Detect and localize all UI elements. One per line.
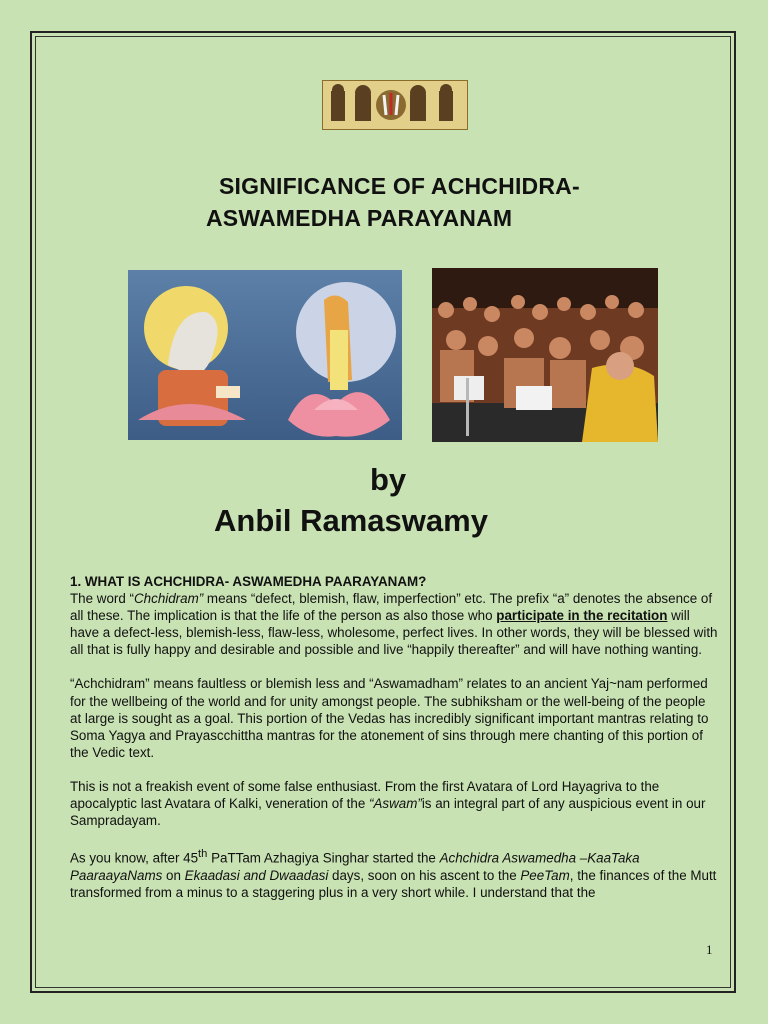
p1-text-b: means “defect, blemish, flaw, imperfection” etc. The prefix “a” denotes the absence of all these. The implication is that the life of the person as also those who xyxy=(70,591,713,624)
p4-italic-1: Achchidra Aswamedha –KaaTaka PaaraayaNams xyxy=(70,850,640,883)
author-name: Anbil Ramaswamy xyxy=(214,503,488,538)
paragraph-1 xyxy=(70,573,720,658)
byline-by: by xyxy=(370,462,407,497)
p4-italic-3: PeeTam xyxy=(520,867,570,883)
title-line-2: ASWAMEDHA PARAYANAM xyxy=(206,205,513,231)
p4-text-a: As you know, after 45 xyxy=(70,850,199,866)
p4-italic-2: Ekaadasi and Dwaadasi xyxy=(184,867,329,883)
participate-link[interactable]: participate in the recitation xyxy=(496,608,668,624)
sampradaya-emblem-image xyxy=(322,80,468,130)
paragraph-2: “Achchidram” means faultless or blemish less and “Aswamadham” relates to an ancient Yaj~nam performed for the wellbeing of the world and for unity amongst people. The subhiksham or the well-being of the people at large is sought as a goal. This portion of the Vedas has incredibly significant important mantras relating to Soma Yagya and Prayascchittha mantras for the atonement of sins through mere chanting of this portion of the Vedic text. xyxy=(70,676,709,760)
p3-italic-aswam: “Aswam” xyxy=(369,796,422,812)
p1-text-c: will have a defect-less, blemish-less, flaw-less, wholesome, perfect lives. In other words, they will be blessed with all that is fully happy and desirable and possible and live “happily thereafter” and will have nothing wanting. xyxy=(70,608,718,658)
paragraph-4 xyxy=(70,846,720,901)
p3-text-b: is an integral part of any auspicious event in our Sampradayam. xyxy=(70,796,706,829)
p4-text-d: days, soon on his ascent to the xyxy=(328,867,521,883)
hayagriva-painting-image xyxy=(128,270,402,440)
p1-italic-chchidram: Chchidram” xyxy=(134,591,204,607)
recitation-gathering-photo xyxy=(432,268,658,442)
document-title xyxy=(206,170,686,234)
section-heading: 1. WHAT IS ACHCHIDRA- ASWAMEDHA PAARAYANAM? xyxy=(70,574,427,589)
paragraph-3 xyxy=(70,778,720,829)
p4-superscript: th xyxy=(198,848,208,861)
p3-text-a: This is not a freakish event of some false enthusiast. From the first Avatara of Lord Hayagriva to the apocalyptic last Avatara of Kalki, veneration of the xyxy=(70,778,660,812)
p4-text-c: on xyxy=(162,867,185,883)
title-line-1: SIGNIFICANCE OF ACHCHIDRA- xyxy=(219,173,580,199)
p4-text-b: PaTTam Azhagiya Singhar started the xyxy=(207,850,440,866)
p4-text-e: , the finances of the Mutt transformed from a minus to a staggering plus in a very short while. I understand that the xyxy=(70,867,717,900)
p1-text-a: The word “ xyxy=(70,591,134,607)
document-body xyxy=(70,573,720,918)
page-number: 1 xyxy=(706,942,713,957)
